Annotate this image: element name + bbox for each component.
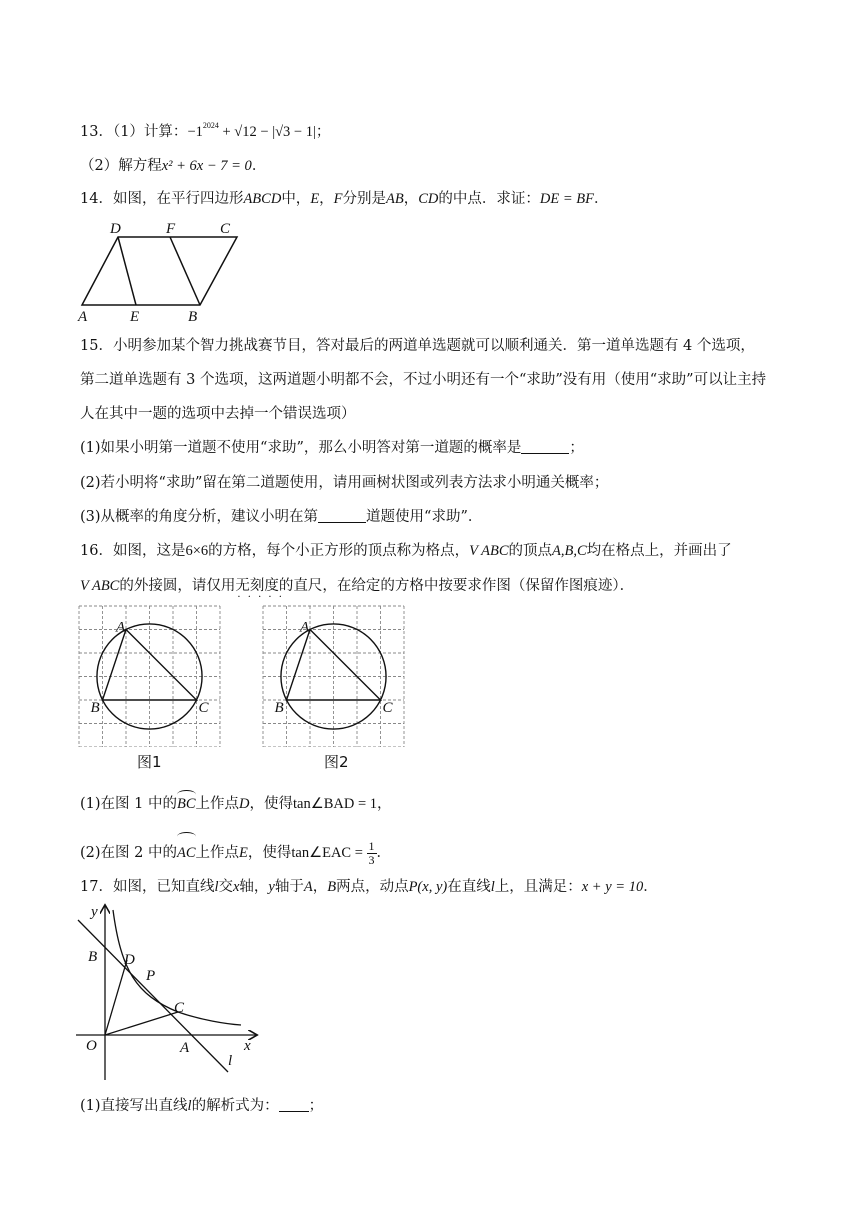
q16-grid-size: 6×6 <box>185 543 209 559</box>
q15-part3-text-b: 道题使用“求助”． <box>366 509 483 525</box>
coordinate-figure <box>76 900 266 1085</box>
label-c: C <box>220 221 231 237</box>
label-f: F <box>166 221 176 237</box>
fraction-numerator: 1 <box>368 838 375 853</box>
q17-text-f: 两点，动点 <box>336 879 409 895</box>
q16-part1-end: ， <box>377 796 392 812</box>
question-15-line-3: 人在其中一题的选项中去掉一个错误选项） <box>80 406 356 422</box>
q16-part1-text-c: ，使得 <box>249 796 293 812</box>
emphasized-text: 无刻度的直尺 · · <box>235 576 322 596</box>
question-15-line-2: 第二道单选题有 3 个选项，这两道题小明都不会，不过小明还有一个“求助”没有用（使用“求助”可以让主持 <box>80 372 767 388</box>
q16-points: A,B,C <box>552 543 587 559</box>
q14-e: E <box>310 191 320 207</box>
q17-text-h: 上，且满足： <box>494 879 582 895</box>
line-l: l <box>214 879 219 895</box>
line-l-2: l <box>490 879 495 895</box>
q17-text: 17．如图，已知直线 <box>80 879 215 895</box>
label-o-fig: O <box>86 1038 97 1054</box>
question-15-part-3 <box>80 507 482 527</box>
line-l-3: l <box>187 1098 192 1114</box>
q14-cd: CD <box>418 191 439 207</box>
q16-text-c: 的顶点 <box>508 543 552 559</box>
point-p: P(x, y) <box>408 879 448 895</box>
q17-text-d: 轴于 <box>274 879 304 895</box>
label-x-fig: x <box>244 1038 251 1054</box>
q16-part1-equation: tan∠BAD = 1 <box>293 796 378 812</box>
q16-part2-text-b: 上作点 <box>195 845 240 861</box>
q16-text-b: 的方格，每个小正方形的顶点称为格点， <box>208 543 470 559</box>
fraction-denominator: 3 <box>368 852 375 867</box>
point-e: E <box>239 845 248 861</box>
q16-part2-end: ． <box>376 845 392 861</box>
arc-ac: AC <box>177 836 196 870</box>
parallelogram-figure <box>70 215 270 325</box>
label-a-fig: A <box>180 1040 190 1056</box>
y-axis-name: y <box>268 879 275 895</box>
arc-bc: BC <box>176 796 196 812</box>
q13-exponent: 2024 <box>202 121 219 130</box>
question-14 <box>80 189 608 209</box>
point-b: B <box>327 879 337 895</box>
question-17-part-1 <box>80 1096 323 1116</box>
q17-text-e: ， <box>312 879 328 895</box>
q17-part1-end: ； <box>308 1098 324 1114</box>
question-16-part-2 <box>80 836 391 870</box>
q16-text-d: 均在格点上，并画出了 <box>586 543 732 559</box>
question-13-part-1 <box>80 116 330 142</box>
grid-lines <box>79 606 220 747</box>
line-l-graph <box>78 920 228 1072</box>
triangle-abc <box>103 630 197 701</box>
q14-text-f: 的中点．求证： <box>438 191 540 207</box>
label-e: E <box>130 309 140 325</box>
q16-part2-equation: tan∠EAC = <box>291 845 367 861</box>
figure-1-caption: 图1 <box>137 753 162 771</box>
q16-part2-text: (2)在图 2 中的 <box>80 845 177 861</box>
question-15-part-1 <box>80 438 584 458</box>
q17-part1-text-b: 的解析式为： <box>191 1098 279 1114</box>
question-16-line-2 <box>80 576 634 596</box>
q15-part1-text: (1)如果小明第一道题不使用“求助”，那么小明答对第一道题的概率是 <box>80 440 522 456</box>
label-b: B <box>188 309 198 325</box>
label-a: A <box>300 619 310 636</box>
q14-text-c: ， <box>319 191 334 207</box>
segment-oc <box>105 1012 178 1035</box>
q13-expr-b: + √12 − |√3 − 1| <box>218 124 316 140</box>
q17-text-b: 交 <box>218 879 233 895</box>
label-p-fig: P <box>146 968 156 984</box>
q14-text-d: 分别是 <box>342 191 387 207</box>
label-c-fig: C <box>174 1000 185 1016</box>
figure-2-caption: 图2 <box>324 753 349 771</box>
segment-fb <box>170 237 200 305</box>
q14-conclusion: DE = BF <box>539 191 594 207</box>
grid-figure-2 <box>262 605 412 747</box>
q13-equation: x² + 6x − 7 = 0 <box>161 158 252 174</box>
q16-part2-text-c: ，使得 <box>247 845 292 861</box>
point-a: A <box>303 879 313 895</box>
q16-part1-text-b: 上作点 <box>195 796 240 812</box>
q14-text-e: ， <box>403 191 419 207</box>
q14-f: F <box>333 191 343 207</box>
q17-part1-text: (1)直接写出直线 <box>80 1098 188 1114</box>
grid-lines <box>263 606 404 747</box>
label-b: B <box>274 700 284 716</box>
q16-part1-text: (1)在图 1 中的 <box>80 796 177 812</box>
q14-text-b: 中， <box>281 191 311 207</box>
question-16-part-1 <box>80 794 392 814</box>
question-15-part-2: (2)若小明将“求助”留在第二道题使用，请用画树状图或列表方法求小明通关概率； <box>80 475 609 491</box>
label-y: y <box>91 904 98 920</box>
q17-text-c: 轴， <box>239 879 269 895</box>
answer-blank[interactable] <box>279 1097 309 1112</box>
label-c: C <box>382 700 393 716</box>
question-13-part-2 <box>80 156 266 176</box>
answer-blank[interactable] <box>318 508 366 523</box>
parallelogram-abcd <box>82 237 237 305</box>
q14-text-g: ． <box>593 191 609 207</box>
grid-figure-1 <box>78 605 228 747</box>
q13-part2-label: （2）解方程 <box>80 158 162 174</box>
q16-text-f: ，在给定的方格中按要求作图（保留作图痕迹）． <box>322 578 635 594</box>
label-l-fig: l <box>228 1053 233 1069</box>
point-d: D <box>239 796 250 812</box>
q16-text-e: 的外接圆，请仅用 <box>119 578 236 594</box>
segment-od <box>105 960 127 1035</box>
label-c: C <box>198 700 209 716</box>
q16-text: 16．如图，这是 <box>80 543 186 559</box>
label-b-fig: B <box>88 949 98 965</box>
q17-text-g: 在直线 <box>447 879 491 895</box>
q14-abcd: ABCD <box>243 191 282 207</box>
x-axis-name: x <box>232 879 240 895</box>
q15-part3-text: (3)从概率的角度分析，建议小明在第 <box>80 509 319 525</box>
q13-expr-a: −1 <box>187 124 203 140</box>
q13-part2-end: ． <box>251 158 267 174</box>
label-b: B <box>90 700 100 716</box>
segment-de <box>118 237 136 305</box>
question-17 <box>80 877 658 897</box>
q17-equation: x + y = 10 <box>581 879 644 895</box>
q14-text: 14．如图，在平行四边形 <box>80 191 244 207</box>
question-16-line-1 <box>80 541 732 561</box>
fraction-one-third <box>367 840 377 867</box>
label-d: D <box>110 221 121 237</box>
q17-end: ． <box>643 879 658 895</box>
q16-triangle-2: V ABC <box>80 578 120 594</box>
label-a: A <box>116 619 126 636</box>
q13-end: ； <box>315 124 331 140</box>
q15-part1-end: ； <box>569 440 584 456</box>
answer-blank[interactable] <box>521 439 569 454</box>
triangle-abc <box>287 630 381 701</box>
label-d-fig: D <box>124 952 135 968</box>
question-15-line-1: 15．小明参加某个智力挑战赛节目，答对最后的两道单选题就可以顺利通关．第一道单选题有 4 个选项， <box>80 338 755 354</box>
q13-label: 13．（1）计算： <box>80 124 188 140</box>
label-a: A <box>78 309 88 325</box>
q16-triangle: V ABC <box>469 543 509 559</box>
q14-ab: AB <box>386 191 404 207</box>
